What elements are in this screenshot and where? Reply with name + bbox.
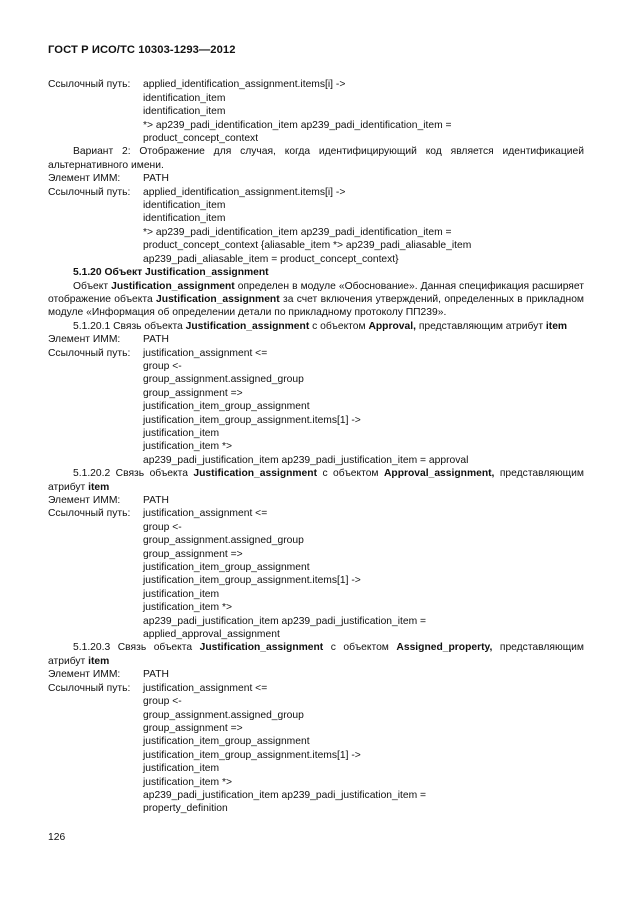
ref-path-label: Ссылочный путь: <box>48 682 131 694</box>
ref-path-line: group_assignment.assigned_group <box>143 374 304 386</box>
aim-element-label: Элемент ИММ: <box>48 334 121 346</box>
section-intro-paragraph: Объект Justification_assignment определен в модуле «Обоснование». Данная спецификация расширяет отображение объекта Justification_assignment за счет включения утверждений, определенных в прикладном модуле «Информация об определении детали по прикладному протоколу ПП239». <box>48 280 584 319</box>
ref-path-value: justification_assignment <= <box>143 682 268 694</box>
ref-path-line: product_concept_context <box>143 133 259 145</box>
aim-element-value: PATH <box>143 173 169 185</box>
aim-element-label: Элемент ИММ: <box>48 173 121 185</box>
aim-element-row <box>48 668 584 681</box>
ref-path-line: group <- <box>143 360 182 372</box>
aim-element-row <box>48 494 584 507</box>
ref-path-line: justification_item <box>143 427 220 439</box>
ref-path-line: group_assignment.assigned_group <box>143 709 304 721</box>
aim-element-value: PATH <box>143 334 169 346</box>
page-number: 126 <box>48 832 66 843</box>
ref-path-line: identification_item <box>143 106 226 118</box>
ref-path-line: justification_item_group_assignment.items[1] -> <box>143 749 361 761</box>
ref-path-row <box>48 78 584 91</box>
ref-path-line: identification_item <box>143 213 226 225</box>
ref-path-line: justification_item *> <box>143 602 232 614</box>
ref-path-line: justification_item_group_assignment <box>143 736 310 748</box>
ref-path-value: justification_assignment <= <box>143 347 268 359</box>
ref-path-value: applied_identification_assignment.items[i] -> <box>143 186 346 198</box>
ref-path-row <box>48 347 584 360</box>
ref-path-line: justification_item *> <box>143 441 232 453</box>
ref-path-line: ap239_padi_justification_item ap239_padi_justification_item = <box>143 789 427 801</box>
aim-element-row <box>48 172 584 185</box>
subsection-heading: 5.1.20.3 Связь объекта Justification_assignment с объектом Assigned_property, представляющим атрибут item <box>48 642 584 667</box>
ref-path-line: group_assignment => <box>143 548 243 560</box>
document-header: ГОСТ Р ИСО/ТС 10303-1293—2012 <box>48 44 236 56</box>
ref-path-line: justification_item_group_assignment.items[1] -> <box>143 414 361 426</box>
subsection-heading: 5.1.20.2 Связь объекта Justification_assignment с объектом Approval_assignment, представляющим атрибут item <box>48 468 584 493</box>
ref-path-line: justification_item *> <box>143 776 232 788</box>
ref-path-line: ap239_padi_justification_item ap239_padi_justification_item = approval <box>143 454 469 466</box>
ref-path-line: identification_item <box>143 200 226 212</box>
aim-element-label: Элемент ИММ: <box>48 669 121 681</box>
ref-path-line: group_assignment.assigned_group <box>143 535 304 547</box>
ref-path-line: *> ap239_padi_identification_item ap239_padi_identification_item = <box>143 226 452 238</box>
ref-path-value: justification_assignment <= <box>143 508 268 520</box>
ref-path-line: justification_item_group_assignment <box>143 401 310 413</box>
ref-path-line: group <- <box>143 696 182 708</box>
ref-path-value: applied_identification_assignment.items[i] -> <box>143 79 346 91</box>
ref-path-line: identification_item <box>143 92 226 104</box>
section-title: 5.1.20 Объект Justification_assignment <box>73 267 269 279</box>
ref-path-line: group_assignment => <box>143 722 243 734</box>
ref-path-row <box>48 507 584 520</box>
ref-path-line: justification_item_group_assignment.items[1] -> <box>143 575 361 587</box>
ref-path-line: ap239_padi_aliasable_item = product_concept_context} <box>143 253 399 265</box>
ref-path-row <box>48 682 584 695</box>
ref-path-line: property_definition <box>143 803 228 815</box>
aim-element-row <box>48 333 584 346</box>
ref-path-label: Ссылочный путь: <box>48 79 131 91</box>
ref-path-line: ap239_padi_justification_item ap239_padi_justification_item = <box>143 615 427 627</box>
ref-path-line: applied_approval_assignment <box>143 629 280 641</box>
ref-path-row <box>48 186 584 199</box>
ref-path-line: justification_item_group_assignment <box>143 562 310 574</box>
aim-element-value: PATH <box>143 669 169 681</box>
ref-path-label: Ссылочный путь: <box>48 347 131 359</box>
aim-element-label: Элемент ИММ: <box>48 495 121 506</box>
ref-path-line: justification_item <box>143 588 220 600</box>
ref-path-line: group <- <box>143 521 182 533</box>
ref-path-line: *> ap239_padi_identification_item ap239_padi_identification_item = <box>143 119 452 131</box>
ref-path-label: Ссылочный путь: <box>48 186 131 198</box>
document-page <box>48 44 584 816</box>
ref-path-line: justification_item <box>143 763 220 775</box>
subsection-heading: 5.1.20.1 Связь объекта Justification_assignment с объектом Approval, представляющим атрибут item <box>73 320 568 332</box>
ref-path-line: group_assignment => <box>143 387 243 399</box>
ref-path-label: Ссылочный путь: <box>48 508 131 520</box>
ref-path-line: product_concept_context {aliasable_item *> ap239_padi_aliasable_item <box>143 240 472 252</box>
variant-2-paragraph: Вариант 2: Отображение для случая, когда идентифицирующий код является идентификацией альтернативного имени. <box>48 146 584 171</box>
aim-element-value: PATH <box>143 495 169 506</box>
